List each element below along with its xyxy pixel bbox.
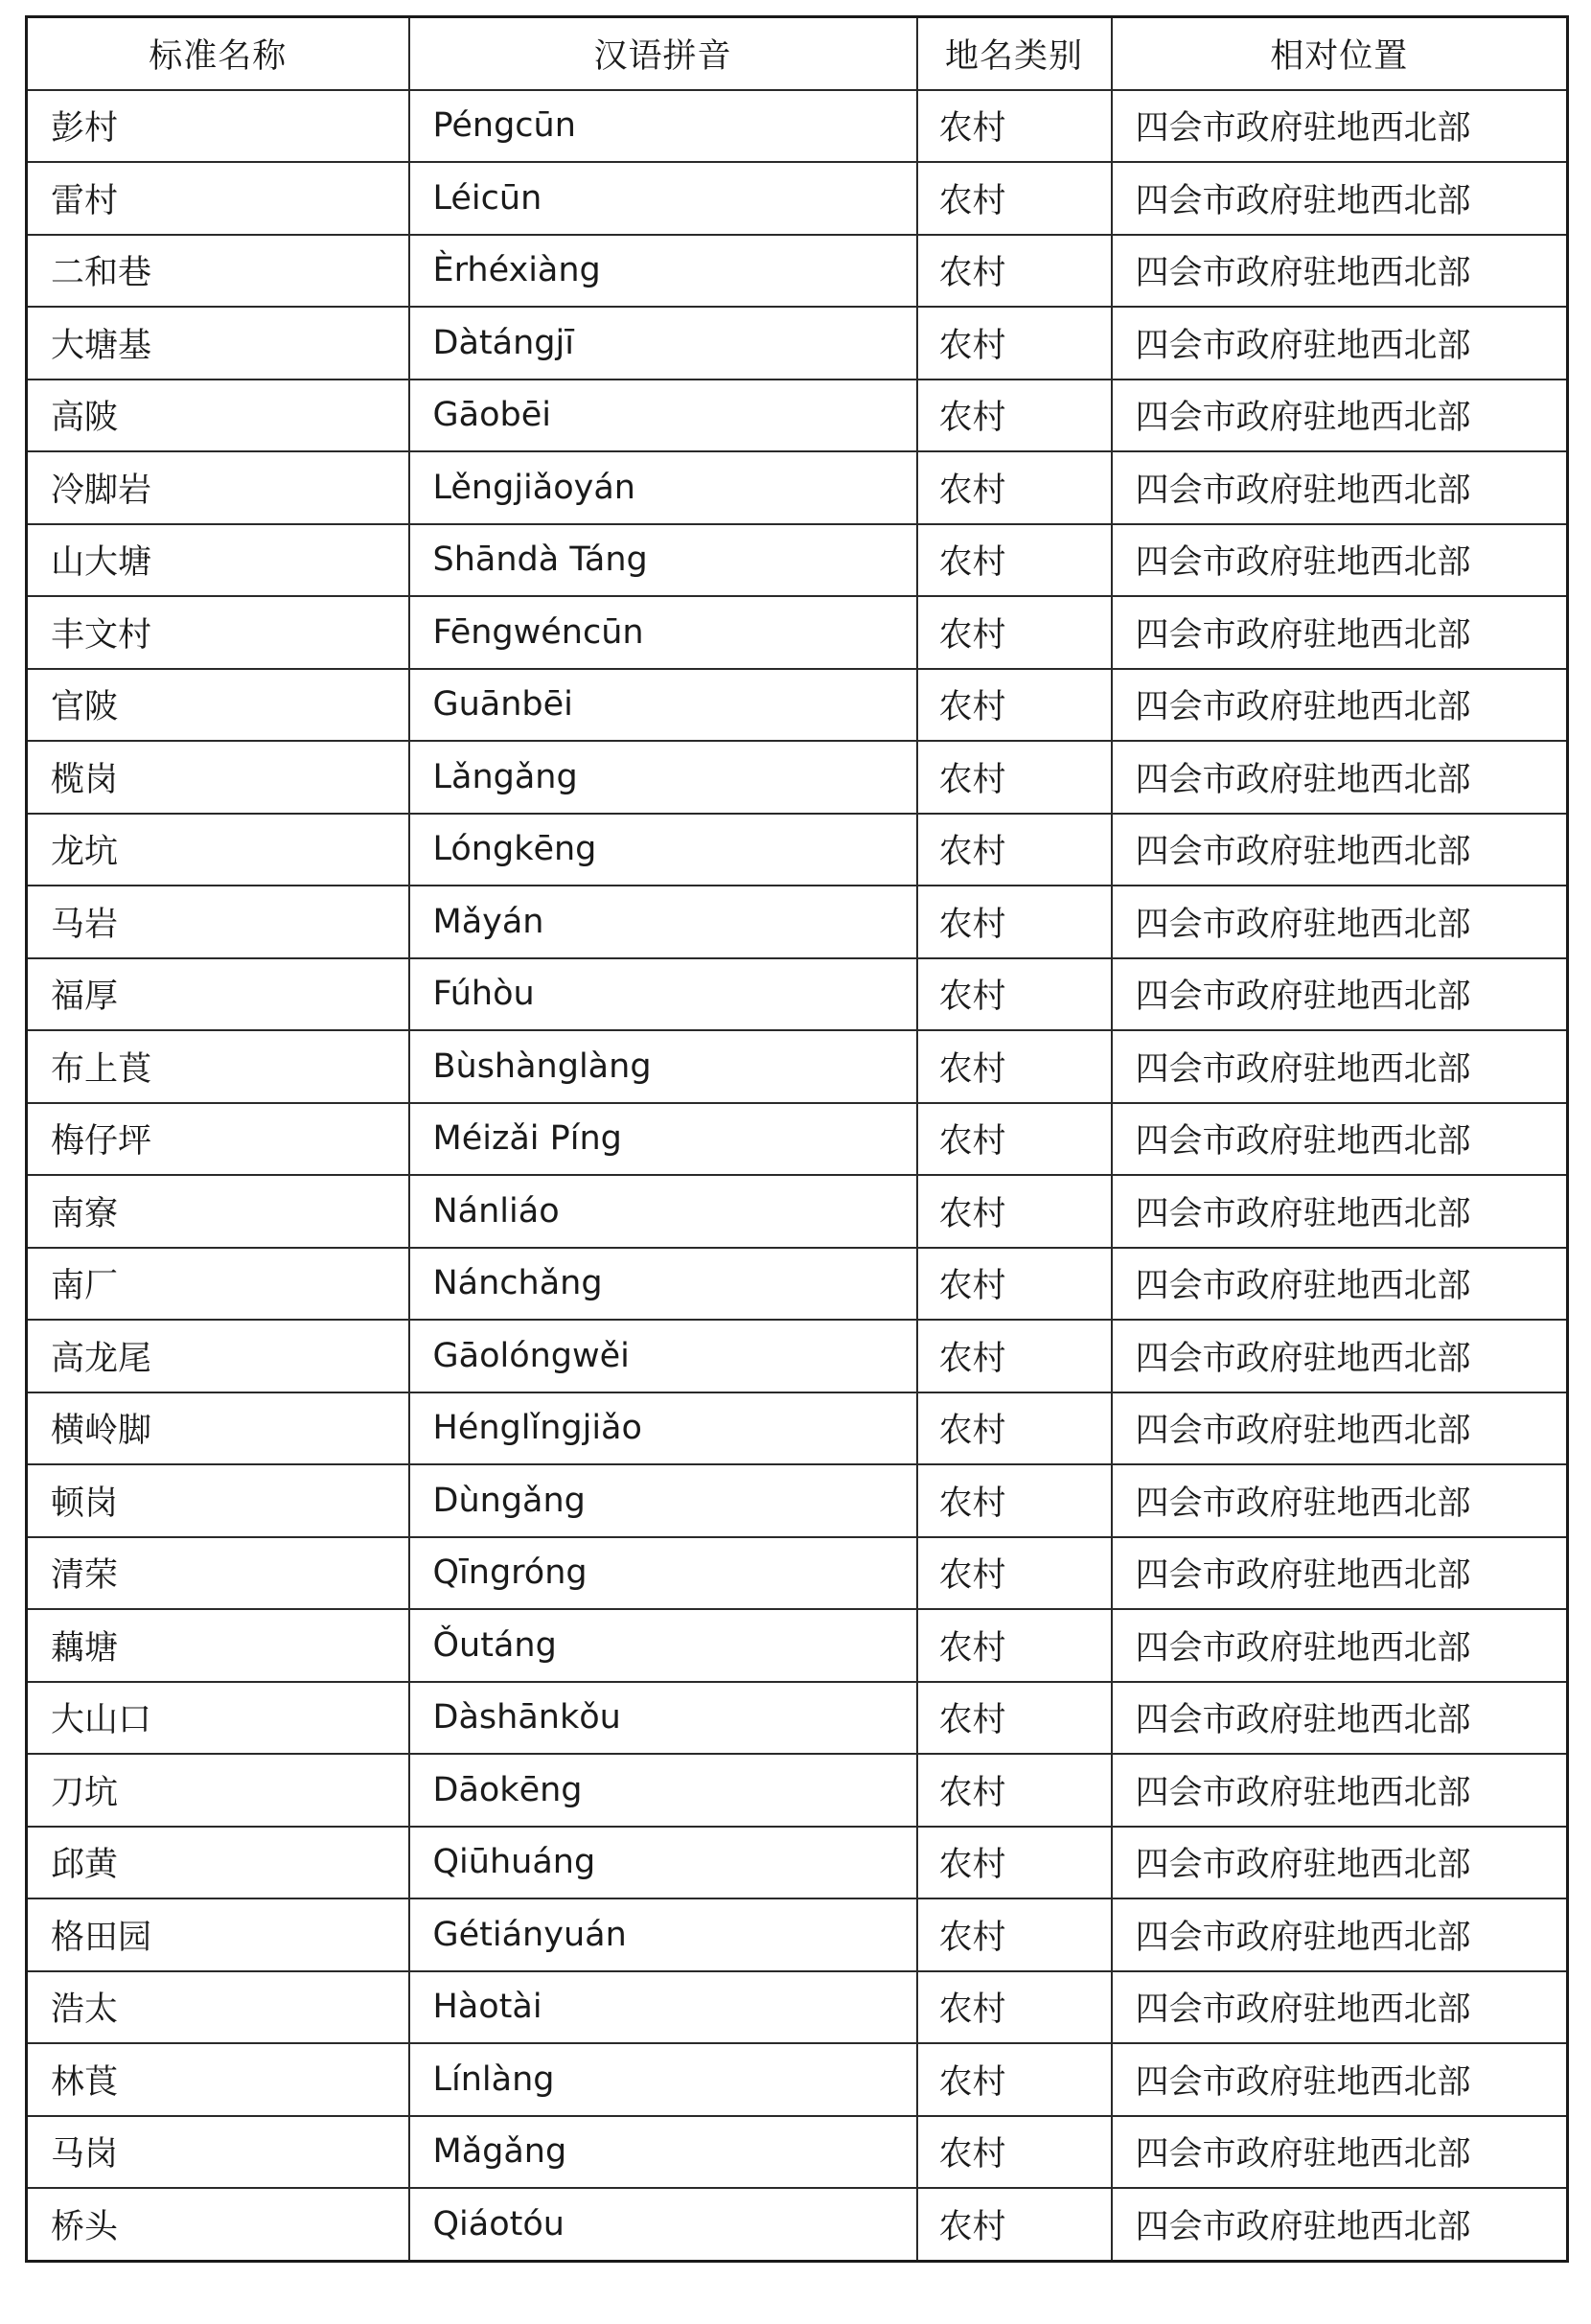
- table-row: [27, 1898, 1568, 1971]
- cell-category: 农村: [917, 162, 1112, 235]
- cell-standard-name: 格田园: [27, 1898, 409, 1971]
- cell-relative-position: 四会市政府驻地西北部: [1112, 235, 1568, 308]
- cell-relative-position: 四会市政府驻地西北部: [1112, 1609, 1568, 1682]
- cell-standard-name: 马岩: [27, 886, 409, 958]
- cell-category: 农村: [917, 2188, 1112, 2261]
- cell-pinyin: Fēngwéncūn: [409, 596, 917, 669]
- table-row: [27, 1392, 1568, 1465]
- cell-category: 农村: [917, 1537, 1112, 1610]
- table-row: [27, 741, 1568, 814]
- cell-relative-position: 四会市政府驻地西北部: [1112, 1320, 1568, 1392]
- cell-category: 农村: [917, 90, 1112, 163]
- cell-relative-position: 四会市政府驻地西北部: [1112, 1392, 1568, 1465]
- cell-standard-name: 彭村: [27, 90, 409, 163]
- cell-relative-position: 四会市政府驻地西北部: [1112, 451, 1568, 524]
- cell-relative-position: 四会市政府驻地西北部: [1112, 1030, 1568, 1103]
- cell-pinyin: Lóngkēng: [409, 814, 917, 886]
- cell-pinyin: Hàotài: [409, 1971, 917, 2044]
- cell-category: 农村: [917, 524, 1112, 597]
- cell-category: 农村: [917, 1320, 1112, 1392]
- table-row: [27, 162, 1568, 235]
- cell-standard-name: 清荣: [27, 1537, 409, 1610]
- cell-pinyin: Péngcūn: [409, 90, 917, 163]
- cell-relative-position: 四会市政府驻地西北部: [1112, 2043, 1568, 2116]
- cell-relative-position: 四会市政府驻地西北部: [1112, 2188, 1568, 2261]
- cell-relative-position: 四会市政府驻地西北部: [1112, 162, 1568, 235]
- cell-pinyin: Fúhòu: [409, 958, 917, 1031]
- header-relative-position: 相对位置: [1112, 17, 1568, 90]
- table-row: [27, 1537, 1568, 1610]
- table-row: [27, 958, 1568, 1031]
- table-row: [27, 451, 1568, 524]
- cell-standard-name: 顿岗: [27, 1464, 409, 1537]
- cell-relative-position: 四会市政府驻地西北部: [1112, 1103, 1568, 1176]
- cell-pinyin: Ǒutáng: [409, 1609, 917, 1682]
- cell-category: 农村: [917, 451, 1112, 524]
- cell-relative-position: 四会市政府驻地西北部: [1112, 1971, 1568, 2044]
- cell-standard-name: 马岗: [27, 2116, 409, 2189]
- table-row: [27, 1464, 1568, 1537]
- cell-pinyin: Guānbēi: [409, 669, 917, 742]
- table-row: [27, 1248, 1568, 1321]
- cell-standard-name: 雷村: [27, 162, 409, 235]
- cell-standard-name: 大塘基: [27, 307, 409, 380]
- cell-standard-name: 梅仔坪: [27, 1103, 409, 1176]
- cell-category: 农村: [917, 958, 1112, 1031]
- cell-pinyin: Qiūhuáng: [409, 1827, 917, 1899]
- cell-standard-name: 南寮: [27, 1175, 409, 1248]
- table-row: [27, 596, 1568, 669]
- table-row: [27, 2116, 1568, 2189]
- cell-category: 农村: [917, 1682, 1112, 1755]
- cell-relative-position: 四会市政府驻地西北部: [1112, 741, 1568, 814]
- cell-pinyin: Èrhéxiàng: [409, 235, 917, 308]
- table-row: [27, 1971, 1568, 2044]
- cell-standard-name: 二和巷: [27, 235, 409, 308]
- cell-standard-name: 高陂: [27, 380, 409, 452]
- cell-category: 农村: [917, 596, 1112, 669]
- cell-standard-name: 邱黄: [27, 1827, 409, 1899]
- cell-category: 农村: [917, 1248, 1112, 1321]
- cell-category: 农村: [917, 1103, 1112, 1176]
- cell-category: 农村: [917, 2043, 1112, 2116]
- cell-pinyin: Nánchǎng: [409, 1248, 917, 1321]
- cell-relative-position: 四会市政府驻地西北部: [1112, 380, 1568, 452]
- table-row: [27, 1320, 1568, 1392]
- cell-category: 农村: [917, 380, 1112, 452]
- cell-relative-position: 四会市政府驻地西北部: [1112, 2116, 1568, 2189]
- cell-pinyin: Dàtángjī: [409, 307, 917, 380]
- table-row: [27, 1682, 1568, 1755]
- cell-standard-name: 林莨: [27, 2043, 409, 2116]
- cell-category: 农村: [917, 1971, 1112, 2044]
- cell-relative-position: 四会市政府驻地西北部: [1112, 669, 1568, 742]
- cell-standard-name: 官陂: [27, 669, 409, 742]
- place-name-table-container: [25, 15, 1566, 2263]
- header-row: [27, 17, 1568, 90]
- table-row: [27, 814, 1568, 886]
- cell-relative-position: 四会市政府驻地西北部: [1112, 1537, 1568, 1610]
- cell-standard-name: 大山口: [27, 1682, 409, 1755]
- cell-relative-position: 四会市政府驻地西北部: [1112, 886, 1568, 958]
- table-row: [27, 380, 1568, 452]
- cell-relative-position: 四会市政府驻地西北部: [1112, 1464, 1568, 1537]
- table-row: [27, 1754, 1568, 1827]
- cell-category: 农村: [917, 307, 1112, 380]
- table-row: [27, 886, 1568, 958]
- table-row: [27, 1175, 1568, 1248]
- cell-relative-position: 四会市政府驻地西北部: [1112, 1754, 1568, 1827]
- place-name-table: [25, 15, 1569, 2263]
- table-row: [27, 1103, 1568, 1176]
- cell-standard-name: 冷脚岩: [27, 451, 409, 524]
- cell-relative-position: 四会市政府驻地西北部: [1112, 1827, 1568, 1899]
- cell-pinyin: Dùngǎng: [409, 1464, 917, 1537]
- cell-standard-name: 龙坑: [27, 814, 409, 886]
- cell-category: 农村: [917, 1030, 1112, 1103]
- cell-standard-name: 南厂: [27, 1248, 409, 1321]
- table-row: [27, 2043, 1568, 2116]
- cell-standard-name: 浩太: [27, 1971, 409, 2044]
- table-row: [27, 2188, 1568, 2261]
- cell-pinyin: Nánliáo: [409, 1175, 917, 1248]
- cell-relative-position: 四会市政府驻地西北部: [1112, 1248, 1568, 1321]
- cell-standard-name: 福厚: [27, 958, 409, 1031]
- cell-relative-position: 四会市政府驻地西北部: [1112, 596, 1568, 669]
- cell-pinyin: Léicūn: [409, 162, 917, 235]
- cell-standard-name: 榄岗: [27, 741, 409, 814]
- cell-pinyin: Gāolóngwěi: [409, 1320, 917, 1392]
- cell-standard-name: 桥头: [27, 2188, 409, 2261]
- cell-standard-name: 丰文村: [27, 596, 409, 669]
- cell-relative-position: 四会市政府驻地西北部: [1112, 524, 1568, 597]
- table-row: [27, 235, 1568, 308]
- cell-category: 农村: [917, 886, 1112, 958]
- cell-pinyin: Hénglǐngjiǎo: [409, 1392, 917, 1465]
- cell-relative-position: 四会市政府驻地西北部: [1112, 814, 1568, 886]
- cell-standard-name: 横岭脚: [27, 1392, 409, 1465]
- cell-pinyin: Lǎngǎng: [409, 741, 917, 814]
- cell-pinyin: Línlàng: [409, 2043, 917, 2116]
- cell-relative-position: 四会市政府驻地西北部: [1112, 307, 1568, 380]
- cell-pinyin: Mǎgǎng: [409, 2116, 917, 2189]
- table-row: [27, 1827, 1568, 1899]
- table-row: [27, 524, 1568, 597]
- cell-standard-name: 高龙尾: [27, 1320, 409, 1392]
- cell-category: 农村: [917, 1754, 1112, 1827]
- cell-category: 农村: [917, 1464, 1112, 1537]
- cell-category: 农村: [917, 2116, 1112, 2189]
- cell-category: 农村: [917, 1827, 1112, 1899]
- cell-relative-position: 四会市政府驻地西北部: [1112, 90, 1568, 163]
- cell-category: 农村: [917, 1392, 1112, 1465]
- cell-pinyin: Qīngróng: [409, 1537, 917, 1610]
- cell-category: 农村: [917, 1898, 1112, 1971]
- cell-pinyin: Dāokēng: [409, 1754, 917, 1827]
- cell-pinyin: Bùshànglàng: [409, 1030, 917, 1103]
- table-body: [27, 90, 1568, 2262]
- cell-standard-name: 布上莨: [27, 1030, 409, 1103]
- cell-pinyin: Gāobēi: [409, 380, 917, 452]
- cell-pinyin: Qiáotóu: [409, 2188, 917, 2261]
- cell-category: 农村: [917, 235, 1112, 308]
- table-header: [27, 17, 1568, 90]
- cell-pinyin: Shāndà Táng: [409, 524, 917, 597]
- cell-category: 农村: [917, 669, 1112, 742]
- table-row: [27, 307, 1568, 380]
- table-row: [27, 1030, 1568, 1103]
- cell-pinyin: Dàshānkǒu: [409, 1682, 917, 1755]
- cell-pinyin: Méizǎi Píng: [409, 1103, 917, 1176]
- cell-relative-position: 四会市政府驻地西北部: [1112, 958, 1568, 1031]
- cell-category: 农村: [917, 814, 1112, 886]
- cell-relative-position: 四会市政府驻地西北部: [1112, 1682, 1568, 1755]
- cell-standard-name: 刀坑: [27, 1754, 409, 1827]
- table-row: [27, 669, 1568, 742]
- cell-standard-name: 山大塘: [27, 524, 409, 597]
- cell-pinyin: Mǎyán: [409, 886, 917, 958]
- cell-pinyin: Lěngjiǎoyán: [409, 451, 917, 524]
- header-category: 地名类别: [917, 17, 1112, 90]
- cell-category: 农村: [917, 741, 1112, 814]
- table-row: [27, 90, 1568, 163]
- header-standard-name: 标准名称: [27, 17, 409, 90]
- cell-category: 农村: [917, 1609, 1112, 1682]
- cell-category: 农村: [917, 1175, 1112, 1248]
- cell-relative-position: 四会市政府驻地西北部: [1112, 1898, 1568, 1971]
- cell-pinyin: Gétiányuán: [409, 1898, 917, 1971]
- table-row: [27, 1609, 1568, 1682]
- cell-standard-name: 藕塘: [27, 1609, 409, 1682]
- cell-relative-position: 四会市政府驻地西北部: [1112, 1175, 1568, 1248]
- header-pinyin: 汉语拼音: [409, 17, 917, 90]
